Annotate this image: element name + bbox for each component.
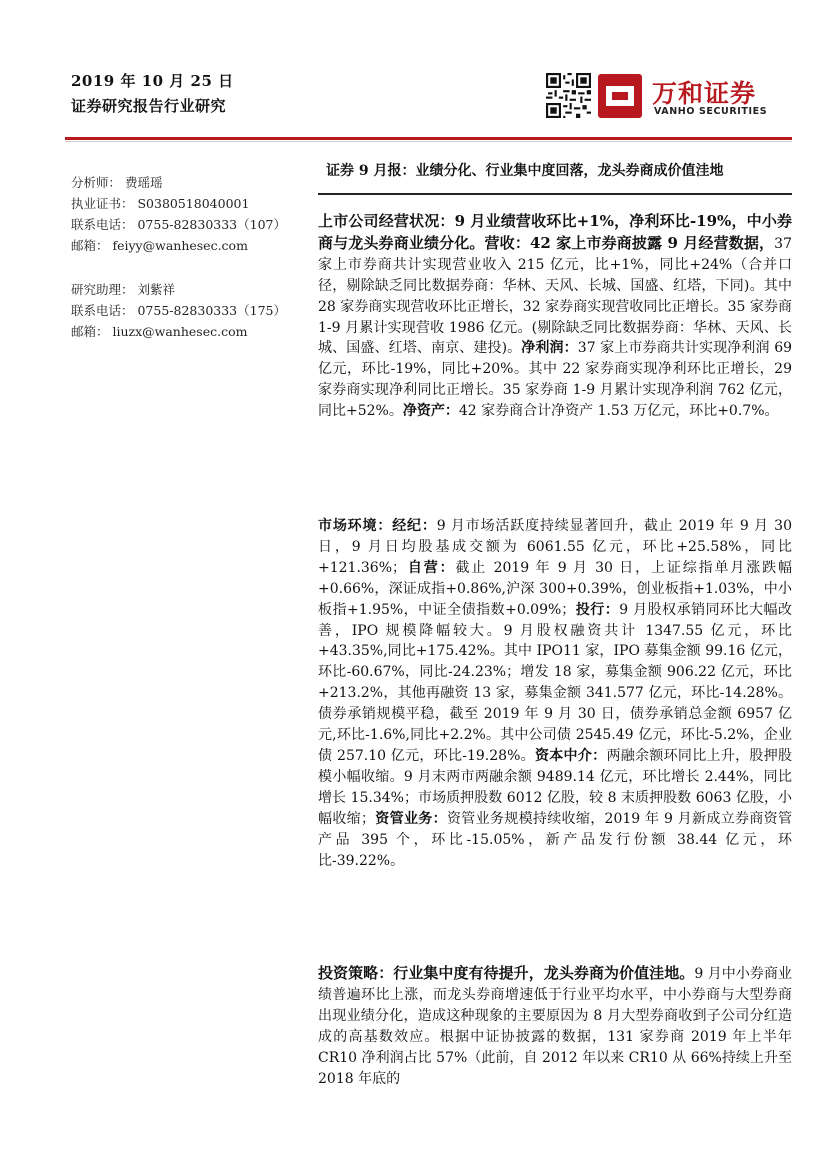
section2-ib-label: 投行： bbox=[575, 601, 620, 618]
section1-netassets-label: 净资产： bbox=[402, 403, 459, 420]
header-divider-thin bbox=[65, 141, 792, 142]
section2-capital-text: 两融余额环同比上升，股押股模小幅收缩。9 月末两市两融余额 9489.14 亿元，环比增长 2.44%，同比增长 15.34%；市场质押股数 6012 亿股，较 8 末质押股数 6063 亿股，小幅收缩； bbox=[318, 747, 793, 827]
analyst-cert: 执业证书： S0380518040001 bbox=[71, 196, 250, 211]
assistant-email[interactable]: 邮箱： liuzx@wanhesec.com bbox=[71, 324, 248, 339]
report-type: 证券研究报告行业研究 bbox=[71, 97, 227, 115]
analyst-email[interactable]: 邮箱： feiyy@wanhesec.com bbox=[71, 238, 248, 253]
brand-name-en: VANHO SECURITIES bbox=[654, 106, 768, 117]
header-divider bbox=[65, 137, 792, 140]
section2-brokerage-label: 市场环境：经纪： bbox=[318, 518, 437, 534]
brand-name: 万和证券 bbox=[652, 79, 757, 108]
section2-am-text: 资管业务规模持续收缩，2019 年 9 月新成立券商资管产品 395 个，环比-15.05%，新产品发行份额 38.44 亿元，环比-39.22%。 bbox=[318, 810, 793, 869]
title-underline bbox=[318, 193, 792, 195]
section1-netprofit-text: 37 家上市券商共计实现净利润 69 亿元，环比-19%，同比+20%。其中 22 家券商实现净利环比正增长，29 家券商实现净利同比正增长。35 家券商 1-9 月累计实现净利润 762 亿元，同比+52%。 bbox=[318, 340, 793, 420]
section1-lead: 上市公司经营状况：9 月业绩营收环比+1%，净利环比-19%，中小券商与龙头券商业绩分化。营收：42 家上市券商披露 9 月经营数据， bbox=[318, 212, 792, 252]
analyst-info bbox=[71, 172, 286, 256]
section2-brokerage-text: 9 月市场活跃度持续显著回升，截止 2019 年 9 月 30 日，9 月日均股基成交额为 6061.55 亿元，环比+25.58%，同比+121.36%； bbox=[318, 518, 792, 576]
analyst-name: 分析师： 费瑶瑶 bbox=[71, 175, 163, 190]
assistant-name: 研究助理： 刘紫祥 bbox=[71, 282, 175, 297]
section1-revenue-text: 37 家上市券商共计实现营业收入 215 亿元，比+1%，同比+24%（合并口径，剔除缺乏同比数据券商：华林、天风、长城、国盛、红塔，下同)。其中 28 家券商实现营收环比正增长，32 家券商实现营收同比正增长。35 家券商 1-9 月累计实现营收 1986 亿元。(剔除缺乏同比数据券商：华林、天风、长城、国盛、红塔、南京、建投)。 bbox=[318, 235, 792, 357]
section2-proprietary-text: 截止 2019 年 9 月 30 日，上证综指单月涨跌幅+0.66%，深证成指+0.86%,沪深 300+0.39%，创业板指+1.03%，中小板指+1.95%，中证全债指数+0.09%； bbox=[318, 559, 792, 618]
section2-ib-text: 9 月股权承销同环比大幅改善，IPO 规模降幅较大。9 月股权融资共计 1347.55 亿元，环比+43.35%,同比+175.42%。其中 IPO11 家，IPO 募集金额 99.16 亿元，环比-60.67%，同比-24.23%；增发 18 家，募集金额 906.22 亿元，环比+213.2%，其他再融资 13 家，募集金额 341.577 亿元，环比-14.28%。债券承销规模平稳，截至 2019 年 9 月 30 日，债券承销总金额 6957 亿元,环比-1.6%,同比+2.2%。其中公司债 2545.49 亿元，环比-5.2%，企业债 257.10 亿元，环比-19.28%。 bbox=[318, 601, 793, 764]
section1-netprofit-label: 净利润： bbox=[521, 340, 578, 357]
report-title: 证券 9 月报：业绩分化、行业集中度回落，龙头券商成价值洼地 bbox=[326, 163, 724, 179]
section2-am-label: 资管业务： bbox=[374, 810, 447, 827]
section-company-performance bbox=[318, 211, 792, 422]
section2-proprietary-label: 自营： bbox=[406, 559, 456, 576]
section3-lead: 投资策略：行业集中度有待提升，龙头券商为价值洼地。 bbox=[318, 964, 695, 982]
section1-netassets-text: 42 家券商合计净资产 1.53 万亿元，环比+0.7%。 bbox=[458, 403, 779, 420]
section3-text: 9 月中小券商业绩普遍环比上涨，而龙头券商增速低于行业平均水平，中小券商与大型券商出现业绩分化，造成这种现象的主要原因为 8 月大型券商收到子公司分红造成的高基数效应。根据中证协披露的数据，131 家券商 2019 年上半年 CR10 净利润占比 57%（此前，自 2012 年以来 CR10 从 66%持续上升至 2018 年底的 bbox=[318, 966, 792, 1087]
section-market-environment bbox=[318, 516, 792, 871]
assistant-info bbox=[71, 279, 286, 342]
report-date: 2019 年 10 月 25 日 bbox=[71, 72, 234, 90]
section-investment-strategy bbox=[318, 963, 792, 1089]
qr-code-icon bbox=[546, 73, 591, 118]
analyst-phone: 联系电话： 0755-82830333（107） bbox=[71, 217, 286, 232]
brand-logo-icon bbox=[596, 72, 644, 120]
section2-capital-label: 资本中介： bbox=[534, 747, 607, 764]
assistant-phone: 联系电话： 0755-82830333（175） bbox=[71, 303, 286, 318]
